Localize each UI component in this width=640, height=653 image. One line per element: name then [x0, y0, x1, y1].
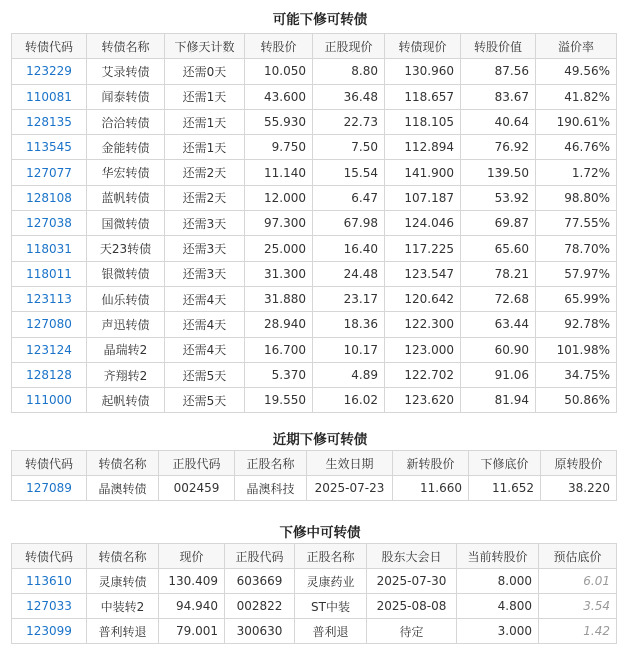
table-body — [12, 59, 617, 413]
table-cell: 118.657 — [385, 84, 461, 109]
bond-code-link[interactable] — [12, 261, 87, 286]
bond-code-link-text[interactable]: 118011 — [26, 266, 72, 281]
table-body — [12, 569, 617, 644]
bond-code-link-text[interactable]: 123099 — [26, 624, 72, 638]
table-row — [12, 84, 617, 109]
bond-code-link[interactable] — [12, 286, 87, 311]
bond-code-link-text[interactable]: 118031 — [26, 241, 72, 256]
table-cell: 还需3天 — [165, 261, 245, 286]
table-cell: 16.02 — [313, 388, 385, 413]
table-cell: 还需5天 — [165, 362, 245, 387]
bond-code-link[interactable] — [12, 337, 87, 362]
table-cell: 19.550 — [245, 388, 313, 413]
table-cell: 还需4天 — [165, 286, 245, 311]
bond-code-link[interactable] — [12, 135, 87, 160]
table-cell: 金能转债 — [87, 135, 165, 160]
bond-code-link-text[interactable]: 111000 — [26, 393, 72, 408]
bond-code-link-text[interactable]: 110081 — [26, 89, 72, 104]
table-cell: 还需3天 — [165, 236, 245, 261]
table-cell: 普利退 — [295, 619, 367, 644]
section-title-possible-reset: 可能下修可转债 — [272, 12, 368, 28]
table-cell: 12.000 — [245, 185, 313, 210]
table-cell: 002822 — [225, 594, 295, 619]
table-cell: 28.940 — [245, 312, 313, 337]
table-cell: 49.56% — [536, 59, 617, 84]
bond-code-link-text[interactable]: 127080 — [26, 317, 72, 332]
bond-code-link[interactable] — [12, 594, 87, 619]
section-title-resetting: 下修中可转债 — [279, 525, 361, 541]
table-cell: 91.06 — [461, 362, 536, 387]
table-cell: 1.42 — [539, 619, 617, 644]
table-cell: 声迅转债 — [87, 312, 165, 337]
table-cell: 晶澳科技 — [235, 476, 307, 501]
table-row — [12, 135, 617, 160]
bond-code-link[interactable] — [12, 312, 87, 337]
table-cell: 53.92 — [461, 185, 536, 210]
table-cell: 晶瑞转2 — [87, 337, 165, 362]
table-recent-reset — [11, 450, 617, 501]
table-cell: 107.187 — [385, 185, 461, 210]
table-cell: 97.300 — [245, 211, 313, 236]
table-cell: ST中装 — [295, 594, 367, 619]
table-cell: 晶澳转债 — [87, 476, 159, 501]
table-cell: 40.64 — [461, 109, 536, 134]
table-cell: 77.55% — [536, 211, 617, 236]
table-cell: 123.620 — [385, 388, 461, 413]
table-cell: 6.47 — [313, 185, 385, 210]
table-cell: 67.98 — [313, 211, 385, 236]
column-header[interactable]: 正股名称 — [235, 451, 307, 476]
column-header[interactable]: 预估底价 — [539, 544, 617, 569]
table-cell: 2025-07-23 — [307, 476, 393, 501]
table-cell: 11.660 — [393, 476, 469, 501]
table-cell: 83.67 — [461, 84, 536, 109]
table-row — [12, 59, 617, 84]
table-row — [12, 594, 617, 619]
table-cell: 齐翔转2 — [87, 362, 165, 387]
table-cell: 15.54 — [313, 160, 385, 185]
table-cell: 122.300 — [385, 312, 461, 337]
column-header[interactable]: 转股价 — [245, 34, 313, 59]
table-cell: 还需4天 — [165, 337, 245, 362]
column-header[interactable]: 正股名称 — [295, 544, 367, 569]
table-row — [12, 312, 617, 337]
table-cell: 78.21 — [461, 261, 536, 286]
table-row — [12, 362, 617, 387]
table-cell: 2025-07-30 — [367, 569, 457, 594]
table-cell: 76.92 — [461, 135, 536, 160]
bond-code-link[interactable] — [12, 476, 87, 501]
table-cell: 还需2天 — [165, 185, 245, 210]
table-cell: 6.01 — [539, 569, 617, 594]
table-cell: 130.409 — [159, 569, 225, 594]
bond-code-link[interactable] — [12, 362, 87, 387]
table-cell: 待定 — [367, 619, 457, 644]
table-row — [12, 261, 617, 286]
table-cell: 8.000 — [457, 569, 539, 594]
column-header[interactable]: 正股代码 — [225, 544, 295, 569]
table-row — [12, 286, 617, 311]
table-body — [12, 476, 617, 501]
table-cell: 5.370 — [245, 362, 313, 387]
table-cell: 10.17 — [313, 337, 385, 362]
table-cell: 9.750 — [245, 135, 313, 160]
column-header[interactable]: 股东大会日 — [367, 544, 457, 569]
table-cell: 57.97% — [536, 261, 617, 286]
table-cell: 还需0天 — [165, 59, 245, 84]
bond-code-link[interactable] — [12, 59, 87, 84]
table-cell: 普利转退 — [87, 619, 159, 644]
table-cell: 灵康药业 — [295, 569, 367, 594]
table-row — [12, 236, 617, 261]
table-cell: 22.73 — [313, 109, 385, 134]
table-resetting — [11, 543, 617, 644]
table-cell: 还需1天 — [165, 109, 245, 134]
table-cell: 华宏转债 — [87, 160, 165, 185]
table-cell: 124.046 — [385, 211, 461, 236]
table-cell: 112.894 — [385, 135, 461, 160]
column-header[interactable]: 转债现价 — [385, 34, 461, 59]
table-cell: 43.600 — [245, 84, 313, 109]
table-row — [12, 160, 617, 185]
table-cell: 3.54 — [539, 594, 617, 619]
column-header[interactable]: 转债代码 — [12, 451, 87, 476]
bond-code-link-text[interactable]: 127077 — [26, 165, 72, 180]
table-cell: 23.17 — [313, 286, 385, 311]
table-cell: 63.44 — [461, 312, 536, 337]
bond-code-link[interactable] — [12, 160, 87, 185]
table-cell: 36.48 — [313, 84, 385, 109]
bond-code-link-text[interactable]: 123124 — [26, 342, 72, 357]
table-cell: 11.140 — [245, 160, 313, 185]
column-header[interactable]: 原转股价 — [541, 451, 617, 476]
table-cell: 闻泰转债 — [87, 84, 165, 109]
table-cell: 国微转债 — [87, 211, 165, 236]
table-cell: 16.700 — [245, 337, 313, 362]
bond-code-link[interactable] — [12, 388, 87, 413]
column-header[interactable]: 当前转股价 — [457, 544, 539, 569]
column-header[interactable]: 下修天计数 — [165, 34, 245, 59]
column-header[interactable]: 正股代码 — [159, 451, 235, 476]
table-cell: 蓝帆转债 — [87, 185, 165, 210]
bond-code-link[interactable] — [12, 185, 87, 210]
table-cell: 41.82% — [536, 84, 617, 109]
table-cell: 123.547 — [385, 261, 461, 286]
table-row — [12, 109, 617, 134]
bond-code-link-text[interactable]: 128108 — [26, 190, 72, 205]
bond-code-link[interactable] — [12, 84, 87, 109]
table-cell: 银微转债 — [87, 261, 165, 286]
table-row — [12, 185, 617, 210]
bond-code-link-text[interactable]: 113545 — [26, 140, 72, 155]
table-cell: 78.70% — [536, 236, 617, 261]
table-cell: 3.000 — [457, 619, 539, 644]
table-row — [12, 476, 617, 501]
table-row — [12, 619, 617, 644]
bond-code-link-text[interactable]: 123229 — [26, 64, 72, 79]
table-cell: 72.68 — [461, 286, 536, 311]
table-header-row — [12, 34, 617, 59]
table-row — [12, 211, 617, 236]
table-cell: 还需3天 — [165, 211, 245, 236]
table-cell: 还需5天 — [165, 388, 245, 413]
table-cell: 87.56 — [461, 59, 536, 84]
column-header[interactable]: 溢价率 — [536, 34, 617, 59]
table-cell: 仙乐转债 — [87, 286, 165, 311]
bond-code-link[interactable] — [12, 236, 87, 261]
section-title-recent-reset: 近期下修可转债 — [272, 432, 368, 448]
table-cell: 50.86% — [536, 388, 617, 413]
table-cell: 55.930 — [245, 109, 313, 134]
table-cell: 38.220 — [541, 476, 617, 501]
table-cell: 31.880 — [245, 286, 313, 311]
column-header[interactable]: 生效日期 — [307, 451, 393, 476]
table-cell: 94.940 — [159, 594, 225, 619]
column-header[interactable]: 转债代码 — [12, 34, 87, 59]
table-cell: 120.642 — [385, 286, 461, 311]
column-header[interactable]: 转股价值 — [461, 34, 536, 59]
table-cell: 141.900 — [385, 160, 461, 185]
table-cell: 还需1天 — [165, 135, 245, 160]
table-cell: 139.50 — [461, 160, 536, 185]
table-cell: 300630 — [225, 619, 295, 644]
column-header[interactable]: 转债代码 — [12, 544, 87, 569]
table-cell: 灵康转债 — [87, 569, 159, 594]
bond-code-link[interactable] — [12, 619, 87, 644]
bond-code-link-text[interactable]: 127033 — [26, 599, 72, 613]
table-cell: 7.50 — [313, 135, 385, 160]
table-cell: 8.80 — [313, 59, 385, 84]
table-cell: 60.90 — [461, 337, 536, 362]
table-header-row — [12, 544, 617, 569]
bond-code-link-text[interactable]: 128128 — [26, 368, 72, 382]
table-cell: 34.75% — [536, 362, 617, 387]
bond-code-link[interactable] — [12, 569, 87, 594]
table-header-row — [12, 451, 617, 476]
column-header[interactable]: 现价 — [159, 544, 225, 569]
table-cell: 10.050 — [245, 59, 313, 84]
table-cell: 123.000 — [385, 337, 461, 362]
table-cell: 130.960 — [385, 59, 461, 84]
table-cell: 还需2天 — [165, 160, 245, 185]
table-cell: 18.36 — [313, 312, 385, 337]
bond-code-link[interactable] — [12, 109, 87, 134]
table-cell: 天23转债 — [87, 236, 165, 261]
column-header[interactable]: 正股现价 — [313, 34, 385, 59]
table-cell: 艾录转债 — [87, 59, 165, 84]
table-cell: 603669 — [225, 569, 295, 594]
table-row — [12, 337, 617, 362]
bond-code-link-text[interactable]: 127089 — [26, 481, 72, 495]
table-cell: 1.72% — [536, 160, 617, 185]
table-cell: 122.702 — [385, 362, 461, 387]
column-header[interactable]: 下修底价 — [469, 451, 541, 476]
table-cell: 25.000 — [245, 236, 313, 261]
table-cell: 002459 — [159, 476, 235, 501]
table-cell: 65.99% — [536, 286, 617, 311]
table-cell: 69.87 — [461, 211, 536, 236]
table-row — [12, 388, 617, 413]
table-cell: 101.98% — [536, 337, 617, 362]
bond-code-link-text[interactable]: 128135 — [26, 115, 72, 130]
table-cell: 31.300 — [245, 261, 313, 286]
bond-code-link-text[interactable]: 127038 — [26, 216, 72, 231]
table-cell: 65.60 — [461, 236, 536, 261]
table-cell: 118.105 — [385, 109, 461, 134]
bond-code-link-text[interactable]: 113610 — [26, 574, 72, 588]
column-header[interactable]: 新转股价 — [393, 451, 469, 476]
table-cell: 4.89 — [313, 362, 385, 387]
table-cell: 还需4天 — [165, 312, 245, 337]
table-cell: 2025-08-08 — [367, 594, 457, 619]
table-cell: 洽洽转债 — [87, 109, 165, 134]
bond-code-link[interactable] — [12, 211, 87, 236]
column-header[interactable]: 转债名称 — [87, 544, 159, 569]
table-cell: 24.48 — [313, 261, 385, 286]
table-cell: 16.40 — [313, 236, 385, 261]
table-cell: 起帆转债 — [87, 388, 165, 413]
table-cell: 98.80% — [536, 185, 617, 210]
table-row — [12, 569, 617, 594]
table-possible-reset — [11, 33, 617, 413]
table-cell: 11.652 — [469, 476, 541, 501]
table-cell: 190.61% — [536, 109, 617, 134]
table-cell: 117.225 — [385, 236, 461, 261]
bond-code-link-text[interactable]: 123113 — [26, 292, 72, 307]
column-header[interactable]: 转债名称 — [87, 451, 159, 476]
table-cell: 46.76% — [536, 135, 617, 160]
column-header[interactable]: 转债名称 — [87, 34, 165, 59]
table-cell: 4.800 — [457, 594, 539, 619]
table-cell: 中装转2 — [87, 594, 159, 619]
table-cell: 81.94 — [461, 388, 536, 413]
table-cell: 还需1天 — [165, 84, 245, 109]
table-cell: 79.001 — [159, 619, 225, 644]
table-cell: 92.78% — [536, 312, 617, 337]
